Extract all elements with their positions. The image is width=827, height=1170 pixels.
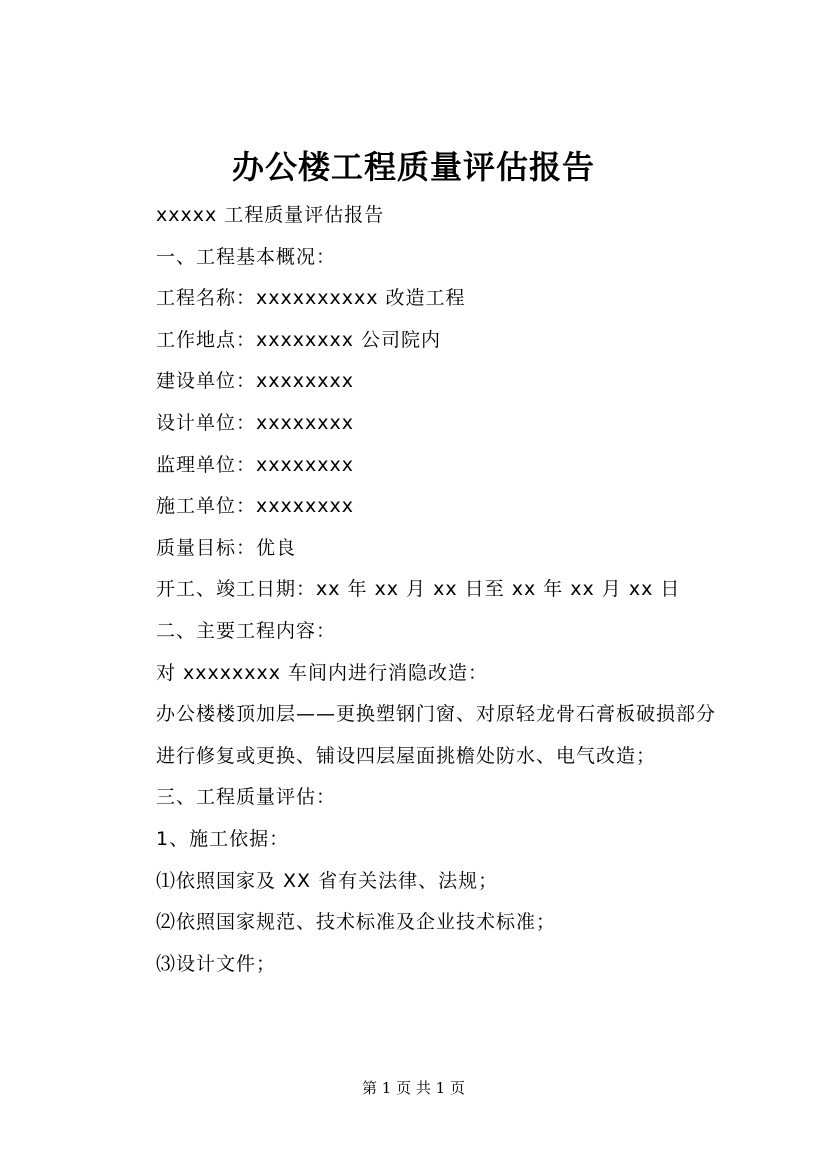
paragraph-11: 二、主要工程内容： — [156, 619, 337, 642]
paragraph-17: ⑴依照国家及 XX 省有关法律、法规； — [156, 869, 499, 892]
paragraph-14: 进行修复或更换、铺设四层屋面挑檐处防水、电气改造； — [156, 744, 657, 767]
paragraph-19: ⑶设计文件； — [156, 952, 277, 975]
document-title: 办公楼工程质量评估报告 — [231, 148, 595, 186]
paragraph-6: 设计单位：xxxxxxxx — [156, 411, 354, 434]
paragraph-18: ⑵依照国家规范、技术标准及企业技术标准； — [156, 911, 557, 934]
paragraph-13: 办公楼楼顶加层——更换塑钢门窗、对原轻龙骨石膏板破损部分 — [156, 703, 717, 726]
paragraph-12: 对 xxxxxxxx 车间内进行消隐改造： — [156, 661, 489, 684]
paragraph-5: 建设单位：xxxxxxxx — [156, 370, 354, 393]
paragraph-8: 施工单位：xxxxxxxx — [156, 495, 354, 518]
paragraph-7: 监理单位：xxxxxxxx — [156, 453, 354, 476]
document-body — [112, 195, 732, 985]
page-footer: 第 1 页 共 1 页 — [362, 1079, 465, 1097]
paragraph-3: 工程名称：xxxxxxxxxx 改造工程 — [156, 287, 466, 310]
paragraph-1: xxxxx 工程质量评估报告 — [156, 204, 385, 226]
paragraph-4: 工作地点：xxxxxxxx 公司院内 — [156, 328, 441, 351]
paragraph-10: 开工、竣工日期：xx 年 xx 月 xx 日至 xx 年 xx 月 xx 日 — [156, 578, 681, 601]
paragraph-16: 1、施工依据： — [156, 827, 290, 850]
paragraph-15: 三、工程质量评估： — [156, 786, 337, 809]
paragraph-9: 质量目标：优良 — [156, 536, 297, 559]
paragraph-2: 一、工程基本概况： — [156, 245, 337, 268]
